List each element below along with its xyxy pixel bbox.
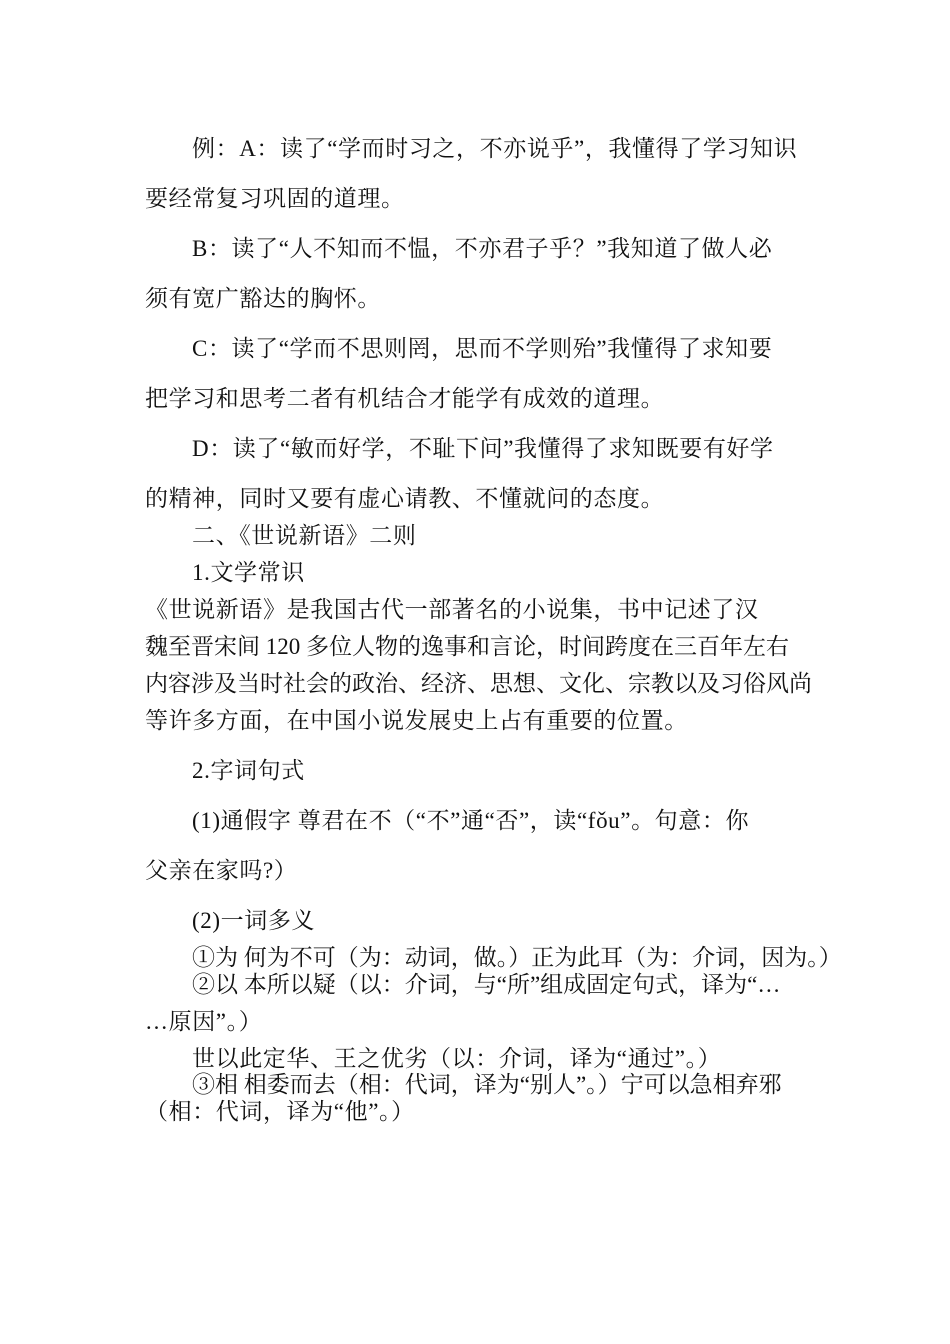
polysemy-heading: (2)一词多义	[192, 908, 316, 933]
literary-paragraph-line-1: 《世说新语》是我国古代一部著名的小说集，书中记述了汉	[145, 597, 759, 622]
example-c-line-2: 把学习和思考二者有机结合才能学有成效的道理。	[145, 386, 665, 411]
literary-paragraph-line-4: 等许多方面，在中国小说发展史上占有重要的位置。	[145, 708, 688, 733]
subheading-words-sentences: 2.字词句式	[192, 758, 305, 783]
literary-paragraph-line-3: 内容涉及当时社会的政治、经济、思想、文化、宗教以及习俗风尚	[145, 671, 812, 696]
polysemy-yi-line-3: 世以此定华、王之优劣（以：介词，译为“通过”。）	[192, 1046, 722, 1071]
literary-paragraph-line-2: 魏至晋宋间 120 多位人物的逸事和言论，时间跨度在三百年左右	[145, 634, 789, 659]
example-a-line-1: 例：A：读了“学而时习之，不亦说乎”，我懂得了学习知识	[192, 136, 798, 161]
example-b-line-1: B：读了“人不知而不愠，不亦君子乎？”我知道了做人必	[192, 236, 773, 261]
example-c-line-1: C：读了“学而不思则罔，思而不学则殆”我懂得了求知要	[192, 336, 773, 361]
tongjiazi-line-2: 父亲在家吗?）	[145, 858, 298, 883]
polysemy-yi-line-1: ②以 本所以疑（以：介词，与“所”组成固定句式，译为“…	[192, 972, 781, 997]
tongjiazi-line-1: (1)通假字 尊君在不（“不”通“否”，读“fǒu”。句意：你	[192, 808, 750, 833]
example-a-line-2: 要经常复习巩固的道理。	[145, 186, 405, 211]
section-heading: 二、《世说新语》二则	[192, 523, 417, 548]
polysemy-wei: ①为 何为不可（为：动词，做。）正为此耳（为：介词，因为。）	[192, 945, 842, 970]
polysemy-xiang-line-1: ③相 相委而去（相：代词，译为“别人”。）宁可以急相弃邪	[192, 1072, 782, 1097]
polysemy-yi-line-2: …原因”。）	[145, 1009, 263, 1034]
example-d-line-2: 的精神，同时又要有虚心请教、不懂就问的态度。	[145, 486, 665, 511]
example-d-line-1: D：读了“敏而好学，不耻下问”我懂得了求知既要有好学	[192, 436, 774, 461]
example-b-line-2: 须有宽广豁达的胸怀。	[145, 286, 381, 311]
polysemy-xiang-line-2: （相：代词，译为“他”。）	[145, 1099, 415, 1124]
subheading-literary-knowledge: 1.文学常识	[192, 560, 305, 585]
